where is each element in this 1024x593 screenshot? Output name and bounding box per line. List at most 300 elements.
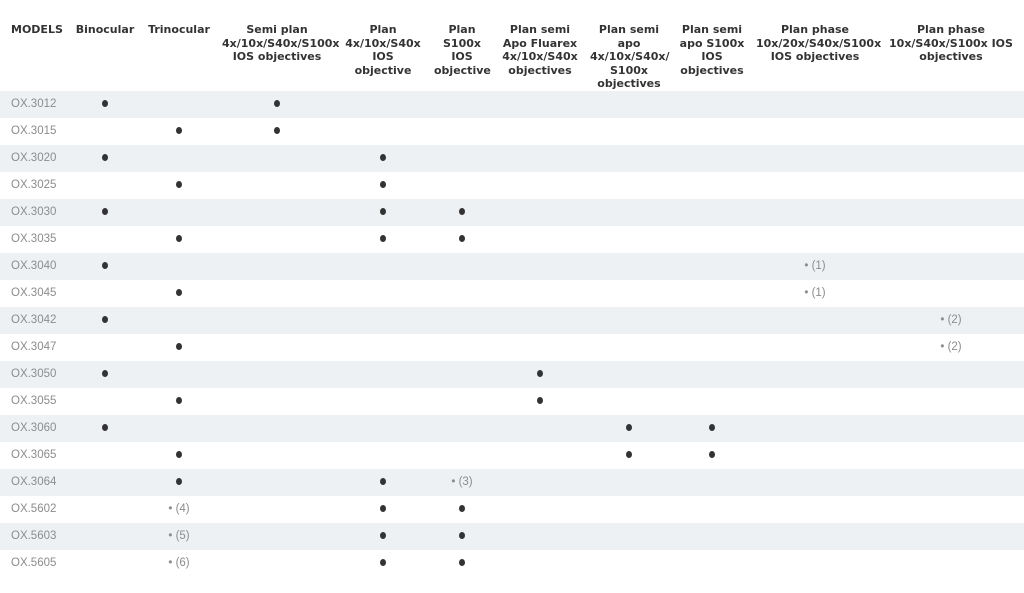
table-cell	[494, 253, 586, 280]
table-cell	[878, 415, 1024, 442]
table-cell	[70, 523, 140, 550]
table-row	[0, 523, 1024, 550]
table-cell	[70, 118, 140, 145]
table-cell	[140, 523, 218, 550]
bullet-dot-icon	[102, 154, 108, 161]
table-cell	[218, 172, 336, 199]
model-name: OX.3042	[0, 307, 70, 334]
bullet-dot-icon	[709, 424, 715, 431]
table-cell	[336, 334, 430, 361]
bullet-dot-icon	[626, 424, 632, 431]
header-line: Trinocular	[148, 23, 210, 36]
table-cell	[430, 226, 494, 253]
model-name: OX.3050	[0, 361, 70, 388]
header-line: IOS objectives	[232, 50, 322, 63]
header-line: IOS	[451, 50, 473, 63]
table-cell	[140, 550, 218, 577]
bullet-dot-icon	[176, 181, 182, 188]
table-cell	[878, 199, 1024, 226]
table-cell	[494, 442, 586, 469]
table-cell	[672, 388, 752, 415]
table-cell	[586, 334, 672, 361]
bullet-dot-icon	[459, 208, 465, 215]
table-cell	[336, 280, 430, 307]
bullet-dot-icon	[380, 532, 386, 539]
header-row	[0, 0, 1024, 91]
column-header	[70, 0, 140, 91]
table-cell	[70, 496, 140, 523]
table-cell	[430, 118, 494, 145]
header-line: apo	[617, 36, 641, 50]
table-cell	[878, 523, 1024, 550]
header-line: 4x/10x/S40x/S100x	[222, 36, 340, 50]
bullet-dot-icon	[102, 100, 108, 107]
table-row	[0, 280, 1024, 307]
table-cell	[752, 415, 878, 442]
footnote-mark: • (2)	[940, 314, 962, 326]
bullet-dot-icon	[459, 559, 465, 566]
footnote-mark: • (3)	[451, 476, 473, 488]
model-name: OX.3035	[11, 233, 57, 245]
header-line: Plan semi	[681, 23, 743, 36]
table-cell	[140, 361, 218, 388]
table-cell	[494, 172, 586, 199]
table-cell	[218, 334, 336, 361]
header-line: 10x/20x/S40x/S100x	[756, 36, 882, 50]
header-line: apo S100x	[679, 36, 745, 50]
table-cell	[752, 253, 878, 280]
column-header	[586, 0, 672, 91]
model-name: OX.3020	[0, 145, 70, 172]
table-cell	[140, 307, 218, 334]
bullet-dot-icon	[459, 532, 465, 539]
table-cell	[70, 172, 140, 199]
model-name: OX.5605	[11, 557, 57, 569]
table-cell	[140, 280, 218, 307]
bullet-dot-icon	[102, 370, 108, 377]
table-cell	[140, 226, 218, 253]
table-cell	[586, 199, 672, 226]
bullet-dot-icon	[176, 451, 182, 458]
table-cell	[430, 199, 494, 226]
table-cell	[586, 91, 672, 118]
bullet-dot-icon	[176, 235, 182, 242]
table-row	[0, 172, 1024, 199]
table-cell	[752, 442, 878, 469]
table-cell	[672, 172, 752, 199]
table-cell	[672, 442, 752, 469]
table-row	[0, 91, 1024, 118]
table-cell	[336, 118, 430, 145]
table-cell	[586, 523, 672, 550]
model-name: OX.3055	[11, 395, 57, 407]
header-line: 4x/10x/S40x	[502, 50, 578, 63]
table-cell	[70, 550, 140, 577]
table-cell	[140, 415, 218, 442]
header-line: objectives	[919, 50, 983, 63]
header-line: IOS	[372, 50, 394, 63]
table-row	[0, 307, 1024, 334]
table-cell	[878, 280, 1024, 307]
table-row	[0, 550, 1024, 577]
header-line: 4x/10x/S40x/	[590, 50, 670, 63]
table-cell	[494, 226, 586, 253]
header-line: IOS objectives	[770, 50, 860, 63]
table-row	[0, 415, 1024, 442]
table-cell	[218, 199, 336, 226]
table-cell	[878, 469, 1024, 496]
column-header	[878, 0, 1024, 91]
table-cell	[430, 469, 494, 496]
bullet-dot-icon	[380, 154, 386, 161]
model-name: OX.5602	[11, 503, 57, 515]
table-cell	[672, 253, 752, 280]
table-cell	[878, 253, 1024, 280]
table-cell	[586, 469, 672, 496]
table-cell	[494, 361, 586, 388]
table-cell	[586, 253, 672, 280]
table-cell	[70, 361, 140, 388]
table-cell	[430, 361, 494, 388]
column-header	[140, 0, 218, 91]
table-cell	[878, 496, 1024, 523]
table-row	[0, 118, 1024, 145]
table-cell	[752, 172, 878, 199]
header-line: 10x/S40x/S100x IOS	[889, 36, 1013, 50]
table-cell	[430, 307, 494, 334]
header-line: objectives	[508, 63, 572, 77]
header-line: objective	[354, 63, 412, 77]
table-cell	[218, 145, 336, 172]
bullet-dot-icon	[459, 235, 465, 242]
table-cell	[336, 91, 430, 118]
table-cell	[140, 145, 218, 172]
header-line: Apo Fluarex	[502, 36, 578, 50]
table-cell	[336, 469, 430, 496]
header-line: Plan semi	[598, 23, 660, 36]
table-cell	[140, 199, 218, 226]
table-row	[0, 199, 1024, 226]
table-cell	[752, 118, 878, 145]
table-cell	[878, 145, 1024, 172]
table-cell	[586, 442, 672, 469]
header-line: Plan phase	[780, 23, 850, 36]
bullet-dot-icon	[176, 289, 182, 296]
table-cell	[752, 388, 878, 415]
table-cell	[494, 118, 586, 145]
table-cell	[218, 280, 336, 307]
model-name: OX.3015	[11, 125, 57, 137]
table-cell	[336, 415, 430, 442]
table-cell	[140, 118, 218, 145]
bullet-dot-icon	[459, 505, 465, 512]
table-cell	[218, 307, 336, 334]
table-cell	[752, 550, 878, 577]
table-cell	[430, 334, 494, 361]
header-line: 4x/10x/S40x	[345, 36, 421, 50]
table-row	[0, 226, 1024, 253]
bullet-dot-icon	[274, 100, 280, 107]
table-cell	[218, 523, 336, 550]
table-cell	[494, 388, 586, 415]
bullet-dot-icon	[537, 397, 543, 404]
table-cell	[430, 253, 494, 280]
table-cell	[70, 253, 140, 280]
table-cell	[336, 145, 430, 172]
table-cell	[494, 415, 586, 442]
bullet-dot-icon	[102, 208, 108, 215]
table-cell	[218, 442, 336, 469]
table-cell	[430, 91, 494, 118]
table-cell	[430, 523, 494, 550]
table-cell	[70, 280, 140, 307]
table-cell	[70, 442, 140, 469]
table-cell	[140, 172, 218, 199]
table-cell	[336, 199, 430, 226]
column-header	[430, 0, 494, 91]
table-row	[0, 145, 1024, 172]
table-cell	[672, 496, 752, 523]
table-cell	[586, 388, 672, 415]
table-cell	[586, 496, 672, 523]
table-cell	[494, 199, 586, 226]
table-cell	[140, 253, 218, 280]
table-cell	[586, 280, 672, 307]
table-cell	[430, 442, 494, 469]
bullet-dot-icon	[176, 343, 182, 350]
table-cell	[878, 91, 1024, 118]
bullet-dot-icon	[537, 370, 543, 377]
table-cell	[752, 496, 878, 523]
table-cell	[878, 550, 1024, 577]
header-line: Plan	[448, 23, 476, 36]
table-cell	[70, 388, 140, 415]
table-cell	[672, 334, 752, 361]
table-cell	[672, 145, 752, 172]
table-cell	[70, 226, 140, 253]
table-cell	[878, 118, 1024, 145]
table-cell	[336, 388, 430, 415]
table-cell	[494, 496, 586, 523]
table-cell	[336, 523, 430, 550]
table-cell	[672, 469, 752, 496]
model-name: OX.3030	[0, 199, 70, 226]
table-cell	[430, 172, 494, 199]
header-line: Semi plan	[246, 23, 308, 36]
table-cell	[752, 280, 878, 307]
footnote-mark: • (1)	[804, 287, 826, 299]
table-cell	[586, 226, 672, 253]
table-cell	[752, 226, 878, 253]
bullet-dot-icon	[380, 208, 386, 215]
header-line: Binocular	[75, 23, 135, 36]
table-cell	[878, 361, 1024, 388]
header-models	[0, 0, 70, 91]
bullet-dot-icon	[709, 451, 715, 458]
table-cell	[672, 361, 752, 388]
table-cell	[218, 388, 336, 415]
table-row	[0, 361, 1024, 388]
table-cell	[140, 91, 218, 118]
table-cell	[494, 523, 586, 550]
table-cell	[672, 199, 752, 226]
header-line: Plan semi	[509, 23, 571, 36]
table-cell	[218, 469, 336, 496]
table-cell	[336, 361, 430, 388]
bullet-dot-icon	[176, 127, 182, 134]
bullet-dot-icon	[274, 127, 280, 134]
table-row	[0, 334, 1024, 361]
bullet-dot-icon	[176, 397, 182, 404]
table-cell	[218, 415, 336, 442]
column-header	[494, 0, 586, 91]
table-cell	[70, 91, 140, 118]
table-cell	[672, 118, 752, 145]
table-row	[0, 253, 1024, 280]
header-line: MODELS	[11, 23, 63, 36]
table-cell	[586, 145, 672, 172]
table-body	[0, 91, 1024, 577]
table-cell	[672, 415, 752, 442]
table-cell	[336, 172, 430, 199]
table-cell	[70, 307, 140, 334]
bullet-dot-icon	[102, 262, 108, 269]
table-cell	[430, 415, 494, 442]
table-cell	[140, 388, 218, 415]
table-cell	[672, 550, 752, 577]
table-cell	[672, 91, 752, 118]
table-cell	[140, 469, 218, 496]
table-cell	[336, 307, 430, 334]
table-cell	[494, 91, 586, 118]
table-cell	[586, 172, 672, 199]
table-row	[0, 388, 1024, 415]
table-cell	[752, 91, 878, 118]
table-cell	[336, 253, 430, 280]
table-cell	[336, 226, 430, 253]
table-cell	[586, 361, 672, 388]
table-cell	[336, 550, 430, 577]
table-cell	[586, 550, 672, 577]
table-cell	[140, 496, 218, 523]
table-cell	[70, 469, 140, 496]
table-cell	[430, 280, 494, 307]
header-line: Plan	[369, 23, 397, 36]
table-cell	[494, 469, 586, 496]
table-cell	[878, 226, 1024, 253]
bullet-dot-icon	[380, 181, 386, 188]
table-cell	[878, 442, 1024, 469]
table-cell	[586, 307, 672, 334]
bullet-dot-icon	[380, 235, 386, 242]
column-header	[218, 0, 340, 91]
column-header	[672, 0, 752, 91]
table-cell	[70, 199, 140, 226]
header-line: objectives	[680, 63, 744, 77]
table-cell	[70, 334, 140, 361]
model-name: OX.5603	[0, 523, 70, 550]
table-cell	[218, 253, 336, 280]
bullet-dot-icon	[380, 478, 386, 485]
model-name: OX.3012	[0, 91, 70, 118]
table-row	[0, 469, 1024, 496]
table-cell	[218, 496, 336, 523]
table-cell	[878, 334, 1024, 361]
header-line: IOS	[701, 50, 723, 63]
table-cell	[494, 550, 586, 577]
table-cell	[752, 361, 878, 388]
table-cell	[752, 145, 878, 172]
model-name: OX.3047	[11, 341, 57, 353]
header-line: objective	[434, 63, 491, 77]
model-name: OX.3065	[11, 449, 57, 461]
bullet-dot-icon	[626, 451, 632, 458]
header-line: S100x	[443, 36, 481, 50]
table-cell	[586, 415, 672, 442]
table-cell	[70, 415, 140, 442]
model-name: OX.3064	[0, 469, 70, 496]
table-cell	[218, 361, 336, 388]
bullet-dot-icon	[102, 316, 108, 323]
table-cell	[752, 469, 878, 496]
footnote-mark: • (1)	[804, 260, 826, 272]
header-line: Plan phase	[916, 23, 986, 36]
table-cell	[218, 550, 336, 577]
table-cell	[430, 550, 494, 577]
table-cell	[494, 145, 586, 172]
header-line: S100x	[610, 63, 648, 77]
table-cell	[218, 118, 336, 145]
table-cell	[878, 307, 1024, 334]
model-name: OX.3040	[0, 253, 70, 280]
table-cell	[878, 388, 1024, 415]
footnote-mark: • (4)	[168, 503, 190, 515]
table-cell	[494, 280, 586, 307]
model-name: OX.3045	[11, 287, 57, 299]
table-cell	[70, 145, 140, 172]
bullet-dot-icon	[102, 424, 108, 431]
bullet-dot-icon	[380, 559, 386, 566]
table-cell	[752, 307, 878, 334]
footnote-mark: • (5)	[168, 530, 190, 542]
table-cell	[430, 145, 494, 172]
table-cell	[672, 523, 752, 550]
bullet-dot-icon	[380, 505, 386, 512]
table-cell	[336, 496, 430, 523]
table-cell	[218, 91, 336, 118]
table-cell	[430, 388, 494, 415]
table-cell	[430, 496, 494, 523]
table-cell	[672, 226, 752, 253]
table-cell	[672, 307, 752, 334]
table-cell	[752, 199, 878, 226]
table-cell	[218, 226, 336, 253]
table-cell	[586, 118, 672, 145]
footnote-mark: • (2)	[940, 341, 962, 353]
table-row	[0, 496, 1024, 523]
header-line: objectives	[597, 77, 661, 90]
table-cell	[336, 442, 430, 469]
column-header	[752, 0, 882, 91]
table-cell	[878, 172, 1024, 199]
model-name: OX.3060	[0, 415, 70, 442]
table-cell	[140, 334, 218, 361]
table-cell	[494, 334, 586, 361]
table-cell	[494, 307, 586, 334]
table-cell	[140, 442, 218, 469]
table-cell	[752, 523, 878, 550]
table-cell	[752, 334, 878, 361]
